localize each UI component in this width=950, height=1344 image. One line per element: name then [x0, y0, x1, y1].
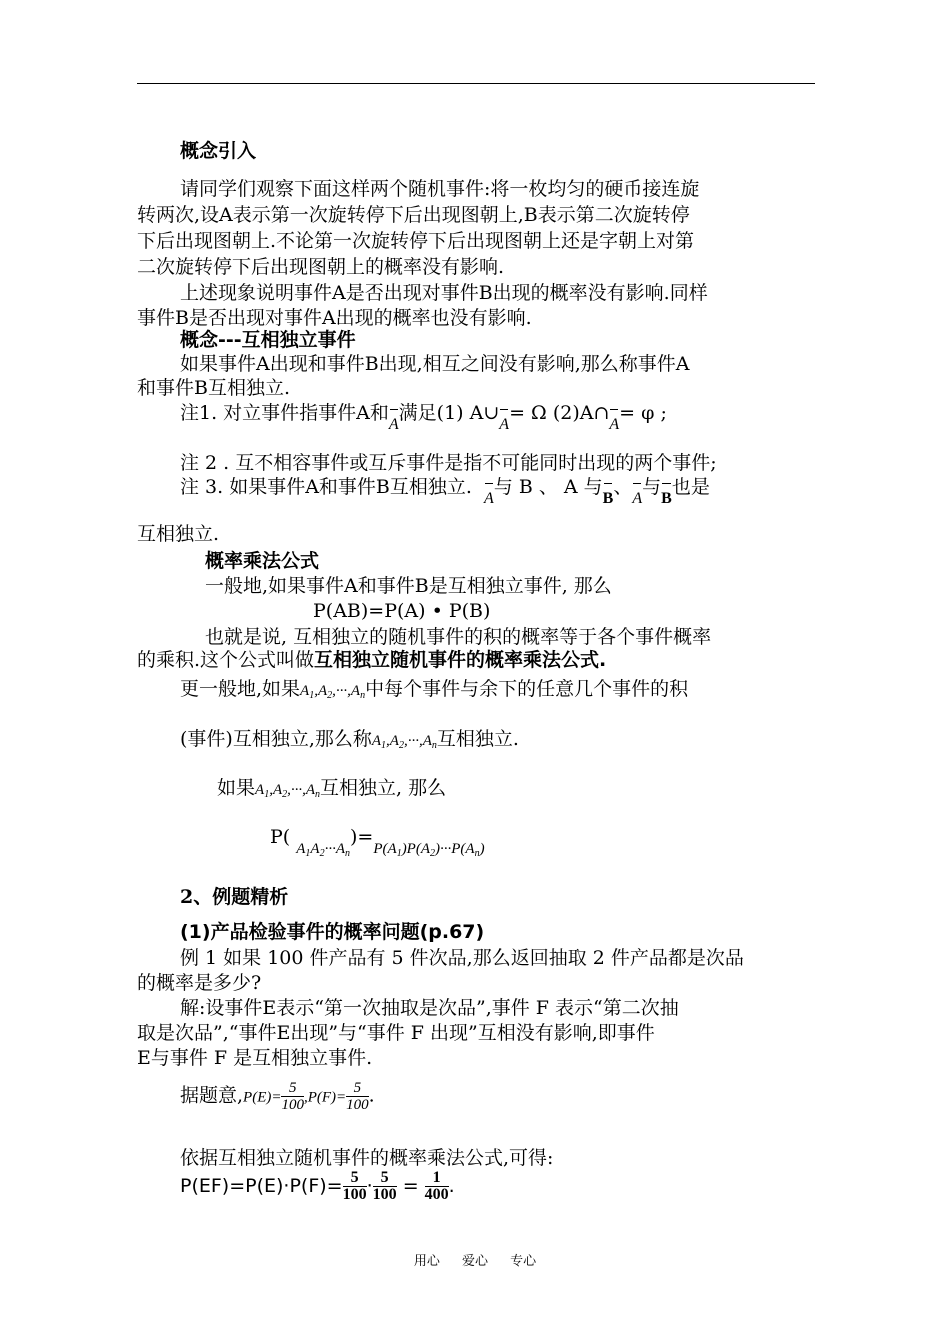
- general-formula: P( $_{A_1A_2\cdot\cdot\cdot A_n})=_{P(A_1)P(A_2)\cdot\cdot\cdot P(A_n)}$: [270, 826, 485, 859]
- a-complement-symbol: A: [484, 487, 494, 511]
- paragraph-line: 一般地,如果事件A和事件B是互相独立事件, 那么: [205, 575, 612, 597]
- a-complement-symbol: A: [609, 413, 619, 437]
- paragraph-line: 例 1 如果 100 件产品有 5 件次品,那么返回抽取 2 件产品都是次品: [180, 947, 744, 969]
- example-heading: (1)产品检验事件的概率问题(p.67): [180, 921, 485, 943]
- paragraph-line: 二次旋转停下后出现图朝上的概率没有影响.: [137, 256, 505, 278]
- paragraph-line: 和事件B互相独立.: [137, 377, 291, 399]
- a-complement-symbol: A: [499, 413, 509, 437]
- paragraph-line: 上述现象说明事件A是否出现对事件B出现的概率没有影响.同样: [180, 282, 708, 304]
- paragraph-line: E与事件 F 是互相独立事件.: [137, 1047, 373, 1069]
- probability-given: 据题意,P(E)= $\frac{5}{100}$ ,P(F)= $\frac{5}{100}$ .: [180, 1080, 375, 1113]
- paragraph-line: 也就是说, 互相独立的随机事件的积的概率等于各个事件概率: [205, 626, 712, 648]
- paragraph-line: 依据互相独立随机事件的概率乘法公式,可得:: [180, 1147, 554, 1169]
- paragraph-line: 的概率是多少?: [137, 972, 262, 994]
- paragraph-line: 互相独立.: [137, 523, 220, 545]
- paragraph-line: 下后出现图朝上.不论第一次旋转停下后出现图朝上还是字朝上对第: [137, 230, 695, 252]
- event-sequence: $A_1,A_2,\cdot\cdot\cdot,A_n$: [371, 733, 437, 751]
- paragraph-line: (事件)互相独立,那么称$A_1,A_2,\cdot\cdot\cdot,A_n$互相独立.: [180, 728, 519, 751]
- a-complement-symbol: A: [389, 413, 399, 437]
- b-complement-symbol: B: [603, 487, 614, 511]
- b-complement-symbol: B: [661, 487, 672, 511]
- paragraph-line: 更一般地,如果$A_1,A_2,\cdot\cdot\cdot,A_n$中每个事件与余下的任意几个事件的积: [180, 678, 689, 701]
- paragraph-line: 取是次品”,“事件E出现”与“事件 F 出现”互相没有影响,即事件: [137, 1022, 655, 1044]
- paragraph-line: 的乘积.这个公式叫做互相独立随机事件的概率乘法公式.: [137, 649, 607, 671]
- final-result: P(EF)=P(E)·P(F)= $\frac{5}{100}$ · $\frac{5}{100}$ = $\frac{1}{400}$ .: [180, 1169, 455, 1203]
- a-complement-symbol: A: [632, 487, 642, 511]
- paragraph-line: 如果事件A出现和事件B出现,相互之间没有影响,那么称事件A: [180, 353, 690, 375]
- paragraph-line: 如果$A_1,A_2,\cdot\cdot\cdot,A_n$互相独立, 那么: [217, 777, 447, 800]
- formula-heading: 概率乘法公式: [205, 550, 320, 572]
- paragraph-line: 转两次,设A表示第一次旋转停下后出现图朝上,B表示第二次旋转停: [137, 204, 690, 226]
- page-footer: 用心 爱心 专心: [413, 1254, 537, 1269]
- section-intro-heading: 概念引入: [180, 140, 257, 162]
- note-3: 注 3. 如果事件A和事件B互相独立. A与 B 、 A 与B、A与B也是: [180, 475, 710, 501]
- header-rule: [137, 83, 815, 84]
- event-sequence: $A_1,A_2,\cdot\cdot\cdot,A_n$: [300, 683, 366, 701]
- note-2: 注 2 . 互不相容事件或互斥事件是指不可能同时出现的两个事件;: [180, 452, 717, 474]
- event-sequence: $A_1,A_2,\cdot\cdot\cdot,A_n$: [255, 782, 321, 800]
- paragraph-line: 解:设事件E表示“第一次抽取是次品”,事件 F 表示“第二次抽: [180, 997, 679, 1019]
- note-1: 注1. 对立事件指事件A和A满足(1) A∪A= Ω (2)A∩A= φ ;: [180, 401, 667, 427]
- multiplication-formula: P(AB)=P(A) • P(B): [313, 600, 491, 622]
- paragraph-line: 请同学们观察下面这样两个随机事件:将一枚均匀的硬币接连旋: [180, 178, 700, 200]
- paragraph-line: 事件B是否出现对事件A出现的概率也没有影响.: [137, 307, 532, 329]
- concept-heading: 概念---互相独立事件: [180, 329, 356, 351]
- section-2-heading: 2、例题精析: [180, 886, 289, 908]
